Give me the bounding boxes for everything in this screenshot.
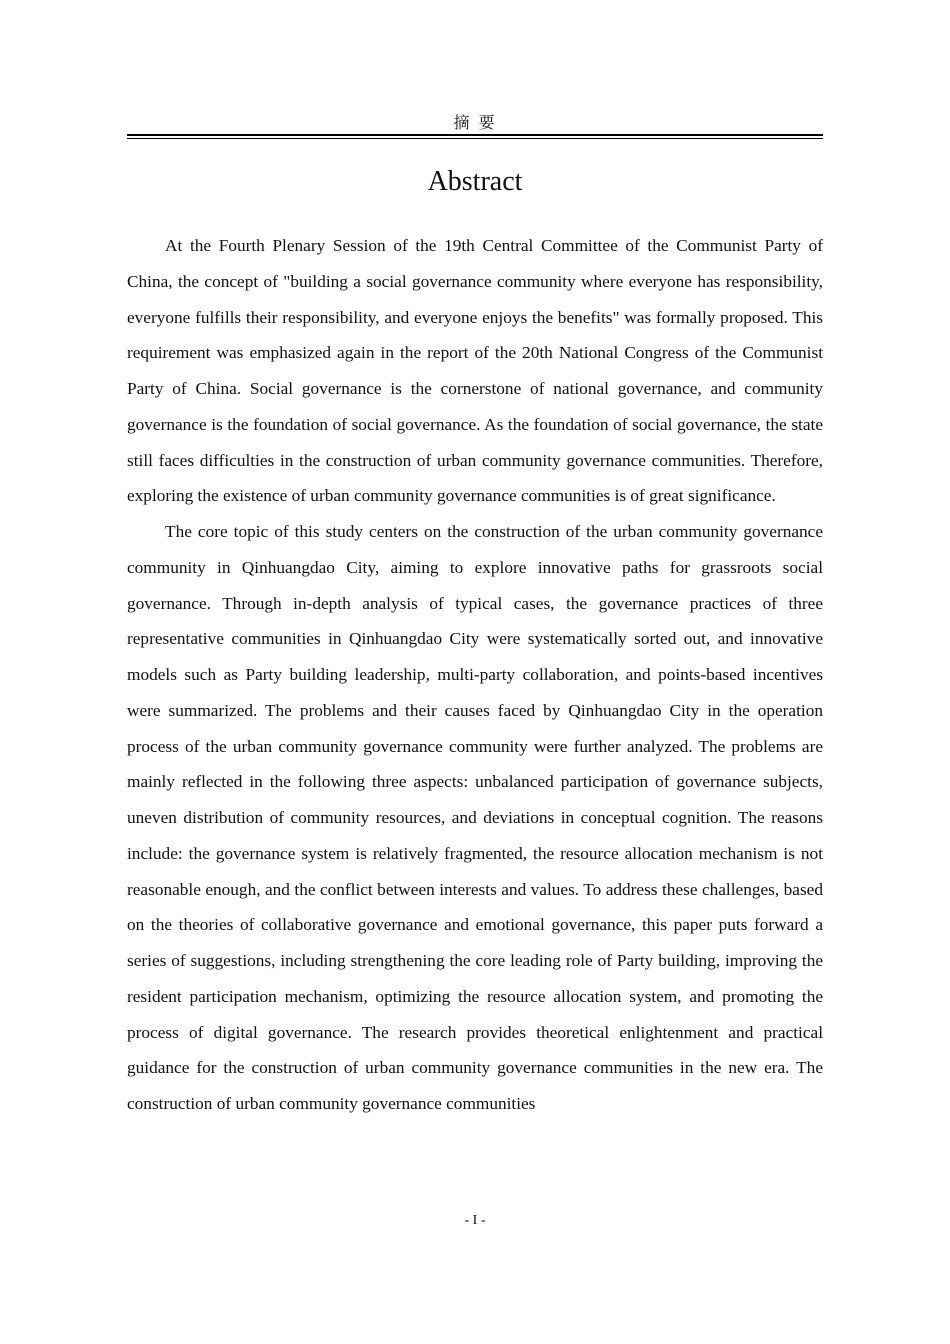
running-header: 摘 要 xyxy=(453,113,497,132)
abstract-paragraph-1: At the Fourth Plenary Session of the 19th Central Committee of the Communist Party of China, the concept of "building a social governance community where everyone has responsibility, everyone fulfills their responsibility, and everyone enjoys the benefits" was formally proposed. This requirement was emphasized again in the report of the 20th National Congress of the Communist Party of China. Social governance is the cornerstone of national governance, and community governance is the foundation of social governance. As the foundation of social governance, the state still faces difficulties in the construction of urban community governance communities. Therefore, exploring the existence of urban community governance communities is of great significance. xyxy=(127,236,823,506)
abstract-body xyxy=(127,228,823,1122)
header-rule-thick xyxy=(127,134,823,136)
header-rule-thin xyxy=(127,138,823,139)
abstract-title: Abstract xyxy=(427,166,523,197)
page-number: - I - xyxy=(464,1213,486,1228)
abstract-paragraph-2: The core topic of this study centers on the construction of the urban community governance community in Qinhuangdao City, aiming to explore innovative paths for grassroots social governance. Through in-depth analysis of typical cases, the governance practices of three representative communities in Qinhuangdao City were systematically sorted out, and innovative models such as Party building leadership, multi-party collaboration, and points-based incentives were summarized. The problems and their causes faced by Qinhuangdao City in the operation process of the urban community governance community were further analyzed. The problems are mainly reflected in the following three aspects: unbalanced participation of governance subjects, uneven distribution of community resources, and deviations in conceptual cognition. The reasons include: the governance system is relatively fragmented, the resource allocation mechanism is not reasonable enough, and the conflict between interests and values. To address these challenges, based on the theories of collaborative governance and emotional governance, this paper puts forward a series of suggestions, including strengthening the core leading role of Party building, improving the resident participation mechanism, optimizing the resource allocation system, and promoting the process of digital governance. The research provides theoretical enlightenment and practical guidance for the construction of urban community governance communities in the new era. The construction of urban community governance communities xyxy=(127,522,823,1113)
